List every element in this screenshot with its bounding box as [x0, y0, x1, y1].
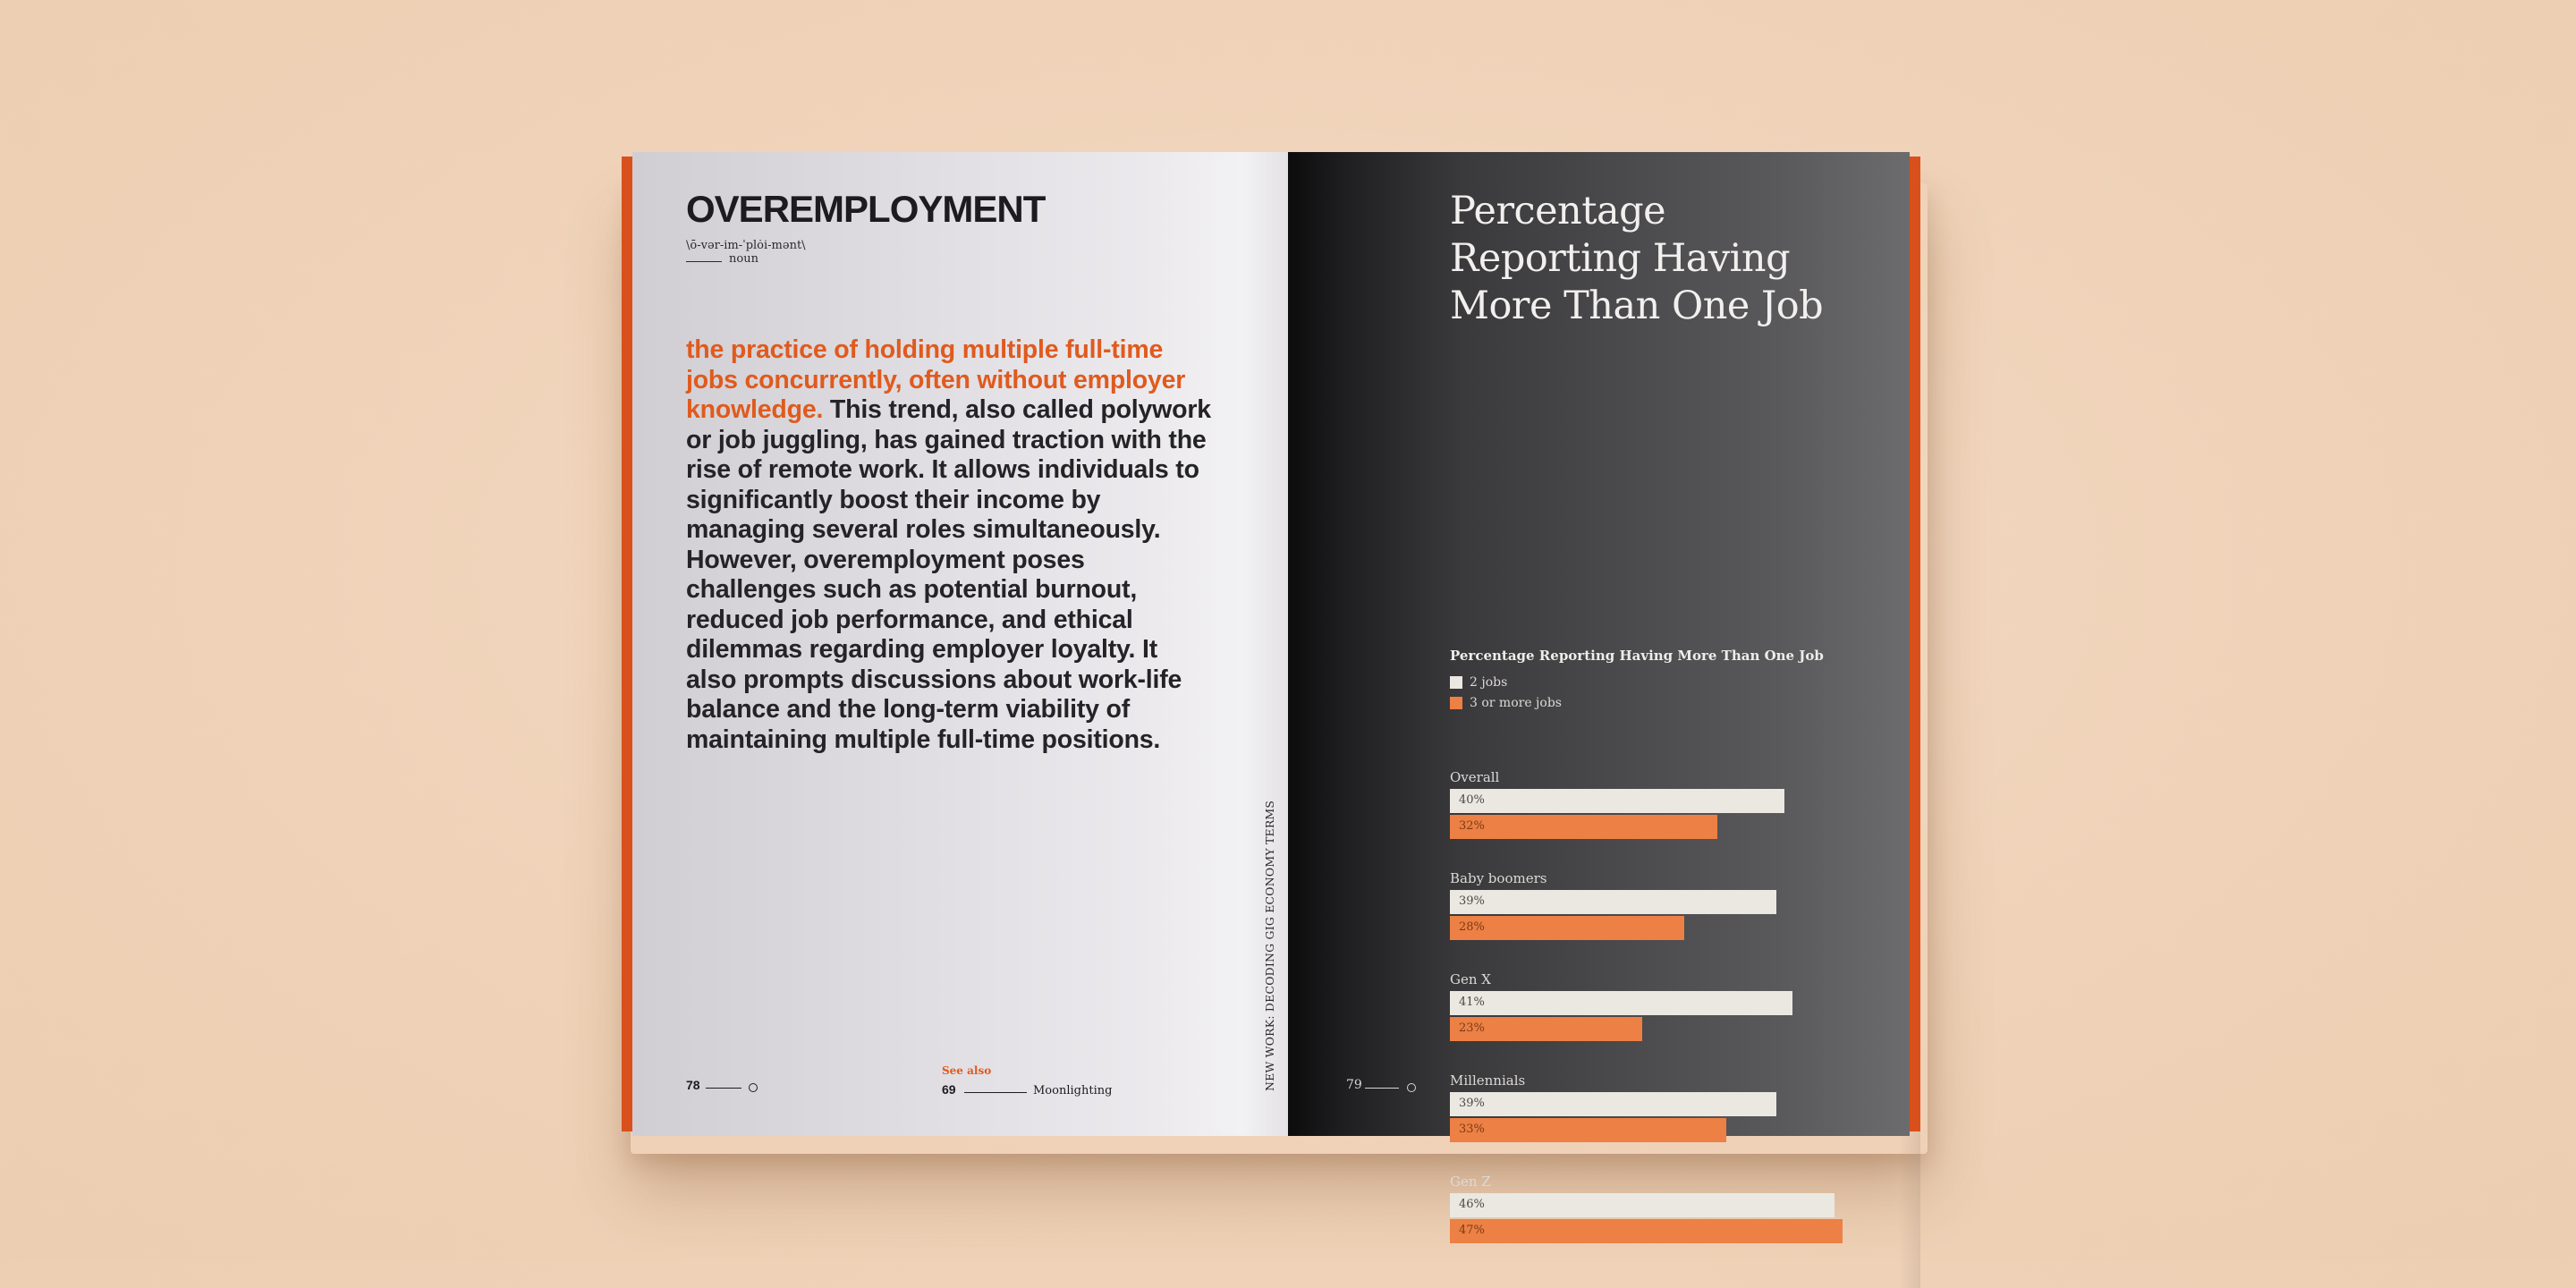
bar-baby-boomers-3-or-more-jobs	[1450, 916, 1684, 940]
circle-marker-left	[749, 1083, 758, 1092]
bar-millennials-3-or-more-jobs	[1450, 1118, 1726, 1142]
see-also-rule	[964, 1092, 1027, 1093]
pronunciation: \ō-vər-im-ˈplȯi-mənt\	[686, 239, 806, 252]
category-label-gen-z: Gen Z	[1450, 1174, 1491, 1190]
bar-value-label: 32%	[1459, 819, 1485, 833]
pos-rule	[686, 261, 722, 262]
definition-highlight: the practice of holding multiple full-time jobs concurrently, often without employer knowledge.	[686, 335, 1186, 424]
definition-body: This trend, also called polywork or job juggling, has gained traction with the rise of remote work. It allows individuals to significantly boost their income by managing several roles simultaneously. However, overemployment poses challenges such as potential burnout, reduced job performance, and ethical dilemmas regarding employer loyalty. It also prompts discussions about work-life balance and the long-term viability of maintaining multiple full-time positions.	[686, 395, 1211, 754]
bar-value-label: 39%	[1459, 894, 1485, 908]
left-page-edge	[622, 157, 632, 1131]
category-label-baby-boomers: Baby boomers	[1450, 870, 1547, 886]
bar-baby-boomers-2-jobs	[1450, 890, 1776, 914]
bar-value-label: 47%	[1459, 1224, 1485, 1237]
legend-item-3-or-more-jobs	[1450, 696, 1562, 710]
page-number-rule-right	[1365, 1088, 1399, 1089]
bar-value-label: 33%	[1459, 1123, 1485, 1136]
bar-value-label: 23%	[1459, 1021, 1485, 1035]
see-also-label: See also	[942, 1064, 992, 1077]
bar-gen-x-2-jobs	[1450, 991, 1792, 1015]
legend-label-2-jobs: 2 jobs	[1470, 675, 1508, 690]
page-number-rule	[706, 1088, 741, 1089]
chart-title: Percentage Reporting Having More Than One Job	[1450, 648, 1824, 664]
bar-overall-2-jobs	[1450, 789, 1784, 813]
category-label-overall: Overall	[1450, 769, 1500, 785]
left-page	[632, 152, 1288, 1136]
bar-gen-z-2-jobs	[1450, 1193, 1835, 1217]
page-number-right: 79	[1346, 1078, 1362, 1092]
circle-marker-right	[1407, 1083, 1416, 1092]
right-page	[1288, 152, 1910, 1237]
page-number-left: 78	[686, 1078, 700, 1092]
page-title: OVEREMPLOYMENT	[686, 188, 1046, 230]
bar-value-label: 39%	[1459, 1097, 1485, 1110]
bar-overall-3-or-more-jobs	[1450, 815, 1717, 839]
bar-value-label: 41%	[1459, 996, 1485, 1009]
bar-gen-z-3-or-more-jobs	[1450, 1219, 1843, 1243]
spine-text: NEW WORK: DECODING GIG ECONOMY TERMS	[1263, 800, 1276, 1091]
definition-text	[686, 335, 1214, 755]
right-page-edge	[1910, 157, 1920, 1131]
bar-value-label: 46%	[1459, 1198, 1485, 1211]
see-also-term: Moonlighting	[1033, 1084, 1113, 1097]
legend-swatch-2-jobs	[1450, 676, 1462, 689]
bar-gen-x-3-or-more-jobs	[1450, 1017, 1642, 1041]
bar-chart	[1450, 492, 1915, 1237]
right-page-title: Percentage Reporting Having More Than One Job	[1450, 189, 1824, 328]
bar-value-label: 28%	[1459, 920, 1485, 934]
legend-label-3-or-more-jobs: 3 or more jobs	[1470, 696, 1562, 710]
legend-item-2-jobs	[1450, 675, 1507, 690]
category-label-gen-x: Gen X	[1450, 971, 1491, 987]
part-of-speech: noun	[729, 252, 758, 266]
bar-millennials-2-jobs	[1450, 1092, 1776, 1116]
category-label-millennials: Millennials	[1450, 1072, 1526, 1089]
bar-value-label: 40%	[1459, 793, 1485, 807]
legend-swatch-3-or-more-jobs	[1450, 697, 1462, 709]
see-also-page: 69	[942, 1082, 956, 1097]
